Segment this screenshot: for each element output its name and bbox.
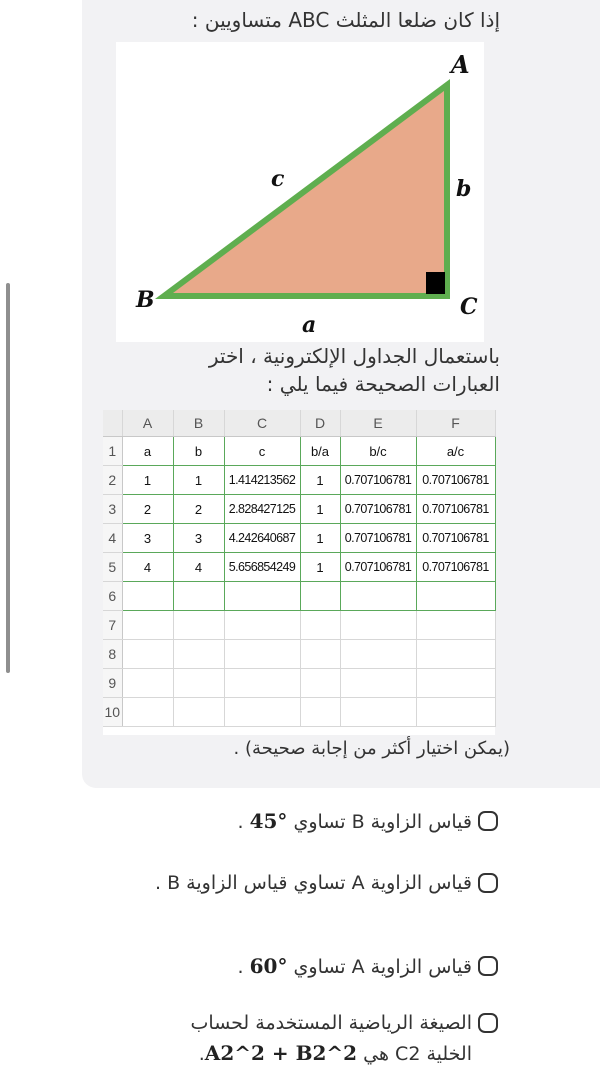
cell: c [224, 437, 300, 466]
cell: 1 [122, 466, 173, 495]
cell [300, 582, 340, 611]
row-header: 4 [103, 524, 122, 553]
cell [340, 582, 416, 611]
cell [300, 611, 340, 640]
cell: 4.242640687 [224, 524, 300, 553]
cell: 2.828427125 [224, 495, 300, 524]
option-1-tail: . [237, 811, 250, 833]
col-header: F [416, 410, 495, 437]
cell: 2 [173, 495, 224, 524]
option-4[interactable] [142, 1008, 472, 1069]
option-3-math: 60° [249, 954, 288, 978]
option-1-math: 45° [249, 809, 288, 833]
cell: 0.707106781 [416, 495, 495, 524]
triangle-figure [116, 42, 484, 342]
vertex-a-label: A [451, 50, 470, 79]
cell: 0.707106781 [340, 524, 416, 553]
option-3-tail: . [237, 956, 250, 978]
side-b-label: b [456, 176, 472, 202]
cell [122, 611, 173, 640]
cell [416, 669, 495, 698]
cell [300, 669, 340, 698]
cell: 4 [122, 553, 173, 582]
cell [173, 582, 224, 611]
cell: 0.707106781 [416, 524, 495, 553]
cell [122, 640, 173, 669]
cell [173, 669, 224, 698]
cell [224, 698, 300, 727]
cell: 0.707106781 [416, 553, 495, 582]
option-3[interactable] [142, 951, 472, 982]
cell [340, 669, 416, 698]
option-2-text: قياس الزاوية A تساوي قياس الزاوية B . [154, 872, 472, 894]
corner-cell [103, 410, 122, 437]
cell: 0.707106781 [340, 495, 416, 524]
col-header: C [224, 410, 300, 437]
row-header: 2 [103, 466, 122, 495]
row-header: 3 [103, 495, 122, 524]
cell: 1 [300, 466, 340, 495]
row-header: 6 [103, 582, 122, 611]
checkbox-3[interactable] [478, 956, 498, 976]
cell [416, 698, 495, 727]
cell [416, 611, 495, 640]
cell [122, 582, 173, 611]
checkbox-2[interactable] [478, 873, 498, 893]
option-4-math: A2^2 + B2^2 [204, 1041, 358, 1065]
cell: b [173, 437, 224, 466]
cell: 1.414213562 [224, 466, 300, 495]
col-header: E [340, 410, 416, 437]
multiple-answers-note: (يمكن اختيار أكثر من إجابة صحيحة) . [233, 738, 510, 759]
vertex-c-label: C [460, 294, 478, 320]
cell: 3 [122, 524, 173, 553]
option-4-tail: . [198, 1043, 205, 1065]
cell: a [122, 437, 173, 466]
cell [340, 611, 416, 640]
cell: 0.707106781 [340, 466, 416, 495]
row-header: 7 [103, 611, 122, 640]
cell: 2 [122, 495, 173, 524]
cell [224, 611, 300, 640]
cell [122, 698, 173, 727]
row-header: 1 [103, 437, 122, 466]
cell [340, 640, 416, 669]
cell: 0.707106781 [416, 466, 495, 495]
side-a-label: a [302, 312, 317, 338]
cell [224, 669, 300, 698]
cell: 1 [300, 524, 340, 553]
cell: a/c [416, 437, 495, 466]
triangle-diagram [116, 42, 484, 342]
question-text: إذا كان ضلعا المثلث ABC متساويين : [191, 8, 500, 32]
cell [224, 582, 300, 611]
cell [173, 640, 224, 669]
cell [173, 611, 224, 640]
cell: b/a [300, 437, 340, 466]
col-header: B [173, 410, 224, 437]
spreadsheet [103, 410, 495, 735]
option-4-text: الصيغة الرياضية المستخدمة لحساب الخلية C2 هي [190, 1012, 472, 1065]
row-header: 9 [103, 669, 122, 698]
row-header: 5 [103, 553, 122, 582]
cell: b/c [340, 437, 416, 466]
cell [300, 640, 340, 669]
cell: 1 [173, 466, 224, 495]
cell [122, 669, 173, 698]
option-1-text: قياس الزاوية B تساوي [293, 811, 472, 833]
side-c-label: c [271, 166, 285, 192]
scrollbar[interactable] [6, 283, 10, 673]
option-3-text: قياس الزاوية A تساوي [293, 956, 472, 978]
cell [224, 640, 300, 669]
cell: 0.707106781 [340, 553, 416, 582]
right-angle-marker [426, 272, 445, 294]
option-2[interactable] [142, 868, 472, 898]
cell: 5.656854249 [224, 553, 300, 582]
col-header: A [122, 410, 173, 437]
row-header: 10 [103, 698, 122, 727]
option-1[interactable] [142, 806, 472, 837]
cell [300, 698, 340, 727]
vertex-b-label: B [136, 287, 155, 313]
cell: 4 [173, 553, 224, 582]
triangle-shape [164, 85, 447, 296]
checkbox-1[interactable] [478, 811, 498, 831]
cell [416, 640, 495, 669]
col-header: D [300, 410, 340, 437]
checkbox-4[interactable] [478, 1013, 498, 1033]
instruction-text: باستعمال الجداول الإلكترونية ، اختر العبارات الصحيحة فيما يلي : [208, 344, 500, 396]
cell [340, 698, 416, 727]
cell [416, 582, 495, 611]
cell: 1 [300, 553, 340, 582]
spreadsheet-grid [103, 410, 496, 727]
row-header: 8 [103, 640, 122, 669]
cell: 1 [300, 495, 340, 524]
cell [173, 698, 224, 727]
cell: 3 [173, 524, 224, 553]
